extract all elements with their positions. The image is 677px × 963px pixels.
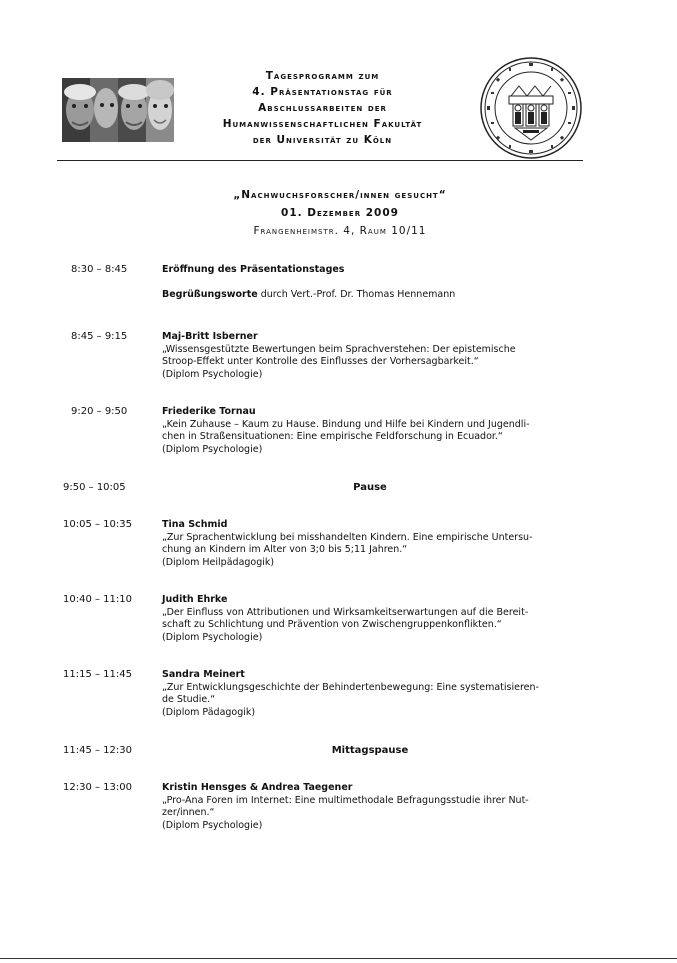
header-title-line: Humanwissenschaftlichen Fakultät <box>222 118 423 130</box>
degree-program: (Diplom Heilpädagogik) <box>162 556 275 568</box>
event-motto: „Nachwuchsforscher/innen gesucht“ <box>233 189 447 201</box>
header-title <box>180 68 465 148</box>
speaker-name: Kristin Hensges & Andrea Taegener <box>162 782 353 793</box>
talk-entry <box>162 594 582 644</box>
schedule-time: 11:15 – 11:45 <box>63 669 132 680</box>
header-title-line: Tagesprogramm zum <box>265 70 380 82</box>
footer-divider <box>0 958 677 959</box>
schedule-time: 8:45 – 9:15 <box>71 331 128 342</box>
university-seal-icon <box>479 56 583 160</box>
event-date: 01. Dezember 2009 <box>281 207 399 219</box>
schedule-time: 12:30 – 13:00 <box>63 782 132 793</box>
header-divider <box>57 160 583 161</box>
schedule-time: 10:40 – 11:10 <box>63 594 132 605</box>
greeting-label: Begrüßungsworte <box>162 289 258 300</box>
break-label: Mittagspause <box>331 745 409 756</box>
opening-title: Eröffnung des Präsentationstages <box>162 264 345 275</box>
talk-title-line: Stroop-Effekt unter Kontrolle des Einflusses der Vorhersagbarkeit.“ <box>162 356 479 367</box>
schedule-time: 9:20 – 9:50 <box>71 406 128 417</box>
talk-title-line: „Der Einfluss von Attributionen und Wirksamkeitserwartungen auf die Bereit- <box>162 606 529 618</box>
talk-title-line: zer/innen.“ <box>162 807 215 818</box>
talk-title-line: chen in Straßensituationen: Eine empirische Feldforschung in Ecuador.“ <box>162 431 503 442</box>
speaker-name: Tina Schmid <box>162 519 228 530</box>
talk-entry <box>162 669 582 719</box>
event-location: Frangenheimstr. 4, Raum 10/11 <box>253 225 427 237</box>
talk-title-line: chung an Kindern im Alter von 3;0 bis 5;11 Jahren.“ <box>162 544 408 555</box>
header-title-line: Abschlussarbeiten der <box>258 102 387 114</box>
talk-title-line: „Zur Sprachentwicklung bei misshandelten Kindern. Eine empirische Untersu- <box>162 531 533 543</box>
greeting-entry <box>162 289 582 302</box>
speaker-name: Sandra Meinert <box>162 669 245 680</box>
talk-entry <box>162 331 582 381</box>
degree-program: (Diplom Pädagogik) <box>162 706 256 718</box>
talk-entry <box>162 406 582 456</box>
speaker-name: Friederike Tornau <box>162 406 256 417</box>
header-title-line: der Universität zu Köln <box>252 134 393 146</box>
talk-title-line: „Wissensgestützte Bewertungen beim Sprachverstehen: Der epistemische <box>162 343 516 355</box>
talk-entry <box>162 782 582 832</box>
talk-title-line: „Pro-Ana Foren im Internet: Eine multimethodale Befragungsstudie ihrer Nut- <box>162 794 529 806</box>
face-collage-image <box>62 78 174 142</box>
talk-entry <box>162 519 582 569</box>
break-label: Pause <box>353 482 387 493</box>
talk-title-line: de Studie.“ <box>162 694 216 705</box>
talk-title-line: schaft zu Schlichtung und Prävention von Zwischengruppenkonflikten.“ <box>162 619 502 630</box>
greeting-speaker: durch Vert.-Prof. Dr. Thomas Hennemann <box>257 289 456 300</box>
schedule-time: 11:45 – 12:30 <box>63 745 132 756</box>
speaker-name: Maj-Britt Isberner <box>162 331 258 342</box>
header-title-line: 4. Präsentationstag für <box>252 86 393 98</box>
degree-program: (Diplom Psychologie) <box>162 368 263 380</box>
schedule-time: 8:30 – 8:45 <box>71 264 128 275</box>
schedule-time: 9:50 – 10:05 <box>63 482 126 493</box>
degree-program: (Diplom Psychologie) <box>162 443 263 455</box>
degree-program: (Diplom Psychologie) <box>162 819 263 831</box>
degree-program: (Diplom Psychologie) <box>162 631 263 643</box>
talk-title-line: „Zur Entwicklungsgeschichte der Behindertenbewegung: Eine systematisieren- <box>162 681 539 693</box>
speaker-name: Judith Ehrke <box>162 594 228 605</box>
talk-title-line: „Kein Zuhause – Kaum zu Hause. Bindung und Hilfe bei Kindern und Jugendli- <box>162 418 530 430</box>
schedule-time: 10:05 – 10:35 <box>63 519 132 530</box>
opening-entry <box>162 264 582 277</box>
